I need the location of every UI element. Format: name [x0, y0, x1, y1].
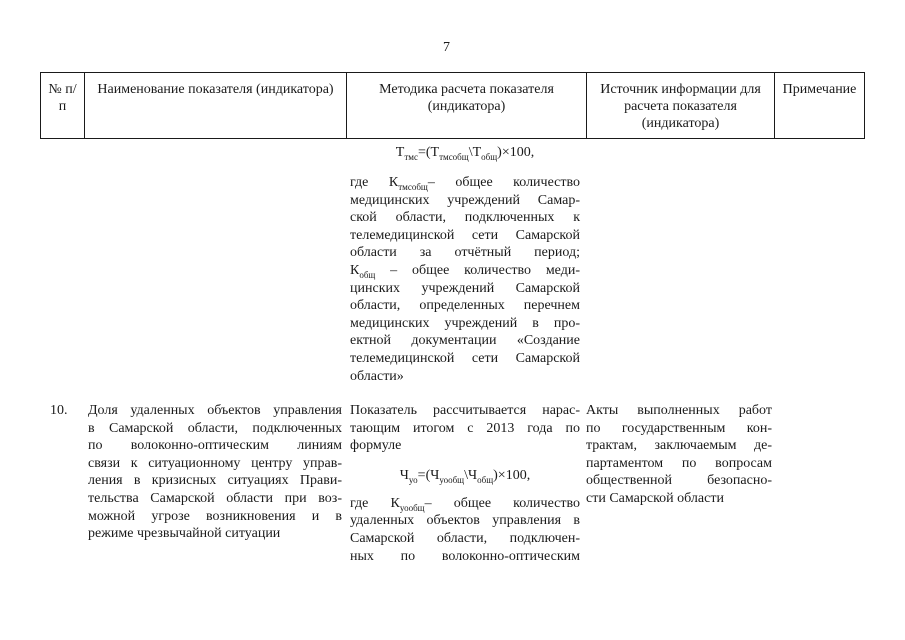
text-line: удаленных объектов управления в	[350, 513, 580, 529]
continued-method-cell	[350, 142, 580, 385]
header-num	[41, 73, 85, 139]
text-line: общественной безопасно-	[586, 473, 772, 489]
text-line: режиме чрезвычайной ситуации	[88, 526, 281, 542]
definition-kuo	[350, 495, 580, 513]
def-text: – общее количество	[427, 175, 580, 190]
definition-k2	[350, 262, 580, 280]
formula-sub: тмсобщ	[439, 151, 469, 162]
text-line: по государственным кон-	[586, 420, 772, 436]
formula-sub: общ	[477, 474, 494, 485]
row10-method	[350, 402, 580, 565]
header-method-text: Методика расчета показателя (индикатора)	[379, 82, 554, 114]
formula-part: )×100,	[497, 145, 535, 160]
text-line: ской области, подключенных к	[350, 210, 580, 226]
text-line: по волоконно-оптическим линиям	[88, 438, 342, 454]
text-line: телемедицинской сети Самарской	[350, 350, 580, 366]
text-line: медицинских учреждений Самар-	[350, 192, 580, 208]
def-text: где К	[350, 175, 399, 190]
text-line: медицинских учреждений в про-	[350, 315, 580, 331]
text-line: трактам, заключаемым де-	[586, 438, 772, 454]
def-text: – общее количество	[424, 495, 580, 511]
formula-part: )×100,	[493, 467, 531, 483]
header-note	[775, 73, 865, 139]
formula-tms	[350, 142, 580, 164]
formula-part: Ч	[399, 467, 409, 483]
row10-num	[50, 402, 84, 420]
formula-sub: уо	[408, 474, 418, 485]
formula-uo	[350, 465, 580, 487]
formula-sub: уообщ	[439, 474, 465, 485]
table-header	[40, 72, 865, 139]
text-line: ных по волоконно-оптическим	[350, 548, 580, 564]
text-line: Самарской области, подключен-	[350, 530, 580, 546]
def-sub: тмсобщ	[398, 181, 428, 192]
text-line: связи к ситуационному центру управ-	[88, 455, 342, 471]
text-line: ления в кризисных ситуациях Прави-	[88, 473, 342, 489]
text-line: ектной документации «Создание	[350, 333, 580, 349]
text-line: Показатель рассчитывается нарас-	[350, 403, 580, 418]
text-line: области за отчётный период;	[350, 245, 580, 261]
text-line: Акты выполненных работ	[586, 403, 772, 418]
text-line: тающим итогом с 2013 года по	[350, 420, 580, 436]
page-number: 7	[443, 40, 450, 55]
def-sub: уообщ	[399, 502, 425, 513]
row10-source	[586, 402, 772, 508]
text-line: телемедицинской сети Самарской	[350, 227, 580, 243]
text-line: можной угрозе возникновения и в	[88, 508, 342, 524]
text-line: партаментом по вопросам	[586, 455, 772, 471]
formula-part: =(Ч	[417, 467, 440, 483]
text-line: Доля удаленных объектов управления	[88, 403, 342, 418]
text-line: тельства Самарской области при воз-	[88, 490, 342, 506]
text-line: сти Самарской области	[586, 490, 724, 506]
def-text: – общее количество меди-	[375, 262, 580, 278]
header-note-text: Примечание	[782, 82, 857, 97]
def-text: где К	[350, 495, 400, 511]
header-num-text: № п/п	[48, 82, 77, 114]
def-text: К	[350, 262, 360, 278]
header-name	[85, 73, 347, 139]
def-sub: общ	[359, 269, 376, 280]
text-line: цинских учреждений Самарской	[350, 280, 580, 296]
formula-sub: тмс	[404, 151, 418, 162]
header-method	[347, 73, 587, 139]
header-source	[587, 73, 775, 139]
row-number: 10.	[50, 403, 68, 418]
text-line: области, определенных перечнем	[350, 298, 580, 314]
text-line: в Самарской области, подключенных	[88, 420, 342, 436]
row10-name	[88, 402, 342, 543]
formula-sub: общ	[481, 151, 498, 162]
header-name-text: Наименование показателя (индикатора)	[97, 82, 334, 97]
formula-part: =(Т	[417, 145, 440, 160]
formula-part: \Т	[468, 145, 482, 160]
formula-part: \Ч	[464, 467, 478, 483]
formula-part: Т	[395, 145, 405, 160]
header-source-text: Источник информации для расчета показателя (индикатора)	[600, 82, 761, 131]
definition-k1	[350, 174, 580, 192]
text-line: области»	[350, 368, 404, 384]
text-line: формуле	[350, 438, 402, 454]
